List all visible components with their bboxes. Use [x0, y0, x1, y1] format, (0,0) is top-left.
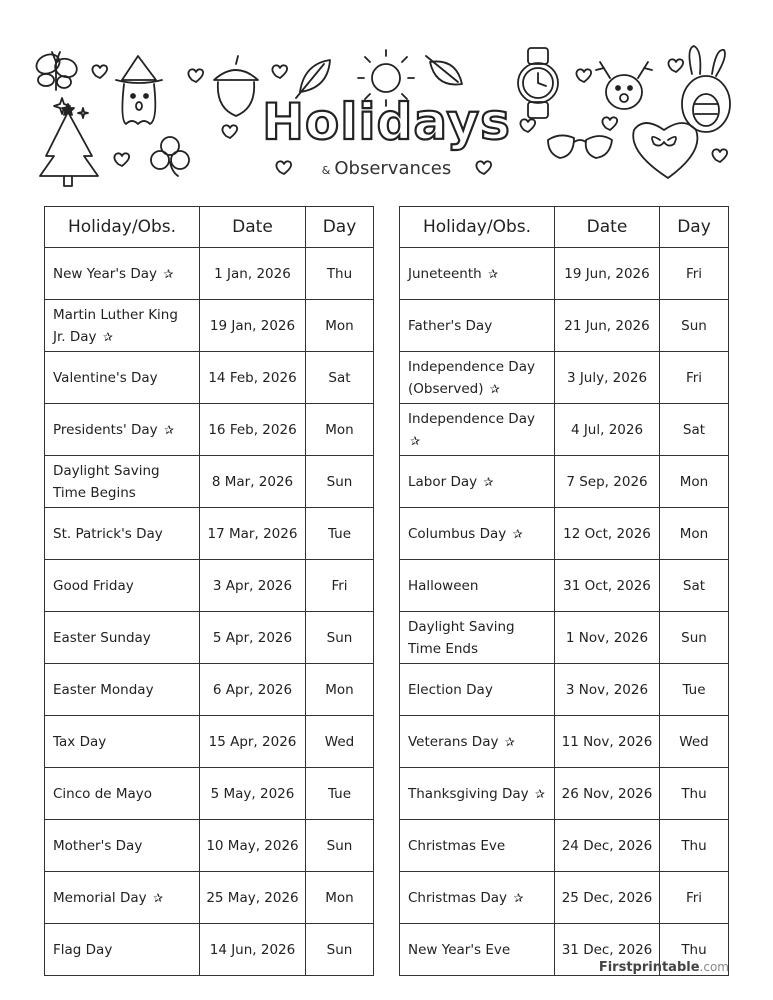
holiday-day: Fri [660, 248, 729, 300]
holiday-name: Juneteenth [408, 265, 482, 282]
federal-star-icon: ✰ [102, 329, 113, 344]
table-row [45, 664, 374, 716]
holiday-day: Sat [306, 352, 374, 404]
table-header-row [45, 207, 374, 248]
holiday-name: Daylight Saving Time Begins [53, 462, 160, 501]
holiday-date: 14 Feb, 2026 [200, 352, 306, 404]
holiday-day: Mon [306, 404, 374, 456]
holiday-name: Thanksgiving Day [408, 785, 529, 802]
holiday-name: Halloween [408, 577, 479, 594]
holiday-day: Fri [660, 872, 729, 924]
header-holiday: Holiday/Obs. [45, 207, 200, 248]
brand-name: Firstprintable [598, 960, 700, 975]
holiday-name-cell [400, 300, 555, 352]
holiday-date: 25 Dec, 2026 [555, 872, 660, 924]
table-row [400, 300, 729, 352]
header-day: Day [660, 207, 729, 248]
holiday-day: Thu [306, 248, 374, 300]
table-row [45, 404, 374, 456]
table-row [45, 352, 374, 404]
holiday-name-cell [45, 560, 200, 612]
holiday-date: 1 Jan, 2026 [200, 248, 306, 300]
holiday-name-cell [45, 404, 200, 456]
holiday-name: Christmas Day [408, 889, 508, 906]
federal-star-icon: ✰ [483, 474, 494, 489]
holiday-date: 31 Dec, 2026 [555, 924, 660, 976]
federal-star-icon: ✰ [513, 890, 524, 905]
subtitle-text: Observances [334, 158, 452, 179]
table-row [400, 716, 729, 768]
holiday-name-cell [400, 612, 555, 664]
holiday-name-cell [400, 768, 555, 820]
holiday-name: Independence Day [408, 410, 535, 427]
table-row [400, 508, 729, 560]
table-row [45, 768, 374, 820]
holiday-name: Mother's Day [53, 837, 143, 854]
table-row [45, 820, 374, 872]
table-row [45, 300, 374, 352]
holiday-date: 12 Oct, 2026 [555, 508, 660, 560]
brand-domain: .com [699, 960, 729, 974]
holiday-date: 19 Jan, 2026 [200, 300, 306, 352]
holiday-day: Fri [660, 352, 729, 404]
federal-star-icon: ✰ [504, 734, 515, 749]
holiday-name: New Year's Day [53, 265, 158, 282]
page-title: Holidays [262, 93, 511, 151]
table-row [45, 456, 374, 508]
table-row [45, 612, 374, 664]
holiday-day: Mon [306, 872, 374, 924]
holiday-day: Sun [306, 924, 374, 976]
holiday-date: 3 Nov, 2026 [555, 664, 660, 716]
table-row [400, 820, 729, 872]
table-header-row [400, 207, 729, 248]
table-row [45, 924, 374, 976]
holiday-name: Independence Day (Observed) [408, 358, 535, 397]
table-row [45, 716, 374, 768]
subtitle-ampersand: & [321, 164, 331, 177]
holiday-day: Thu [660, 820, 729, 872]
table-row [400, 560, 729, 612]
holiday-day: Tue [306, 508, 374, 560]
holiday-name-cell [45, 924, 200, 976]
holiday-name-cell [400, 456, 555, 508]
federal-star-icon: ✰ [410, 433, 421, 448]
holiday-name-cell [45, 820, 200, 872]
holiday-table-left [44, 206, 374, 976]
holiday-table-right [399, 206, 729, 976]
table-row [400, 612, 729, 664]
holiday-date: 15 Apr, 2026 [200, 716, 306, 768]
holiday-name-cell [45, 248, 200, 300]
header-holiday: Holiday/Obs. [400, 207, 555, 248]
holiday-date: 11 Nov, 2026 [555, 716, 660, 768]
federal-star-icon: ✰ [163, 266, 174, 281]
holiday-name: Veterans Day [408, 733, 499, 750]
holiday-date: 25 May, 2026 [200, 872, 306, 924]
holiday-date: 5 Apr, 2026 [200, 612, 306, 664]
holiday-date: 6 Apr, 2026 [200, 664, 306, 716]
table-row [400, 248, 729, 300]
holiday-name-cell [400, 404, 555, 456]
holiday-day: Thu [660, 768, 729, 820]
holiday-name: Tax Day [53, 733, 107, 750]
holiday-day: Sat [660, 560, 729, 612]
holiday-name: Columbus Day [408, 525, 507, 542]
holiday-name-cell [45, 716, 200, 768]
table-row [400, 872, 729, 924]
holiday-day: Sat [660, 404, 729, 456]
holiday-date: 4 Jul, 2026 [555, 404, 660, 456]
table-row [45, 508, 374, 560]
holiday-day: Sun [306, 612, 374, 664]
table-row [400, 768, 729, 820]
table-row [400, 352, 729, 404]
holiday-name-cell [400, 820, 555, 872]
holiday-name: Good Friday [53, 577, 134, 594]
holiday-name-cell [45, 456, 200, 508]
holiday-day: Sun [306, 820, 374, 872]
holiday-date: 26 Nov, 2026 [555, 768, 660, 820]
holiday-date: 21 Jun, 2026 [555, 300, 660, 352]
holiday-day: Mon [306, 664, 374, 716]
holiday-day: Mon [660, 456, 729, 508]
holiday-name-cell [45, 872, 200, 924]
header-date: Date [200, 207, 306, 248]
holiday-name-cell [400, 664, 555, 716]
table-row [45, 872, 374, 924]
table-row [45, 248, 374, 300]
holiday-name: Easter Monday [53, 681, 154, 698]
table-row [45, 560, 374, 612]
holiday-name: Easter Sunday [53, 629, 151, 646]
federal-star-icon: ✰ [488, 266, 499, 281]
header-date: Date [555, 207, 660, 248]
federal-star-icon: ✰ [163, 422, 175, 437]
holiday-name: Election Day [408, 681, 493, 698]
federal-star-icon: ✰ [534, 786, 545, 801]
holiday-name: Cinco de Mayo [53, 785, 153, 802]
holiday-name-cell [45, 352, 200, 404]
holiday-day: Sun [660, 300, 729, 352]
holiday-date: 14 Jun, 2026 [200, 924, 306, 976]
holiday-name: Christmas Eve [408, 837, 506, 854]
table-row [400, 404, 729, 456]
holiday-name-cell [400, 924, 555, 976]
holiday-name-cell [400, 716, 555, 768]
holiday-day: Sun [660, 612, 729, 664]
holiday-name: Flag Day [53, 941, 113, 958]
holiday-name: Memorial Day [53, 889, 147, 906]
holiday-name-cell [45, 612, 200, 664]
page-subtitle [0, 158, 773, 179]
holiday-day: Mon [306, 300, 374, 352]
holiday-name: St. Patrick's Day [53, 525, 163, 542]
holiday-date: 10 May, 2026 [200, 820, 306, 872]
holiday-date: 19 Jun, 2026 [555, 248, 660, 300]
holiday-date: 3 July, 2026 [555, 352, 660, 404]
holiday-name: Daylight Saving Time Ends [408, 618, 515, 657]
holiday-name-cell [400, 352, 555, 404]
holiday-date: 3 Apr, 2026 [200, 560, 306, 612]
holiday-date: 17 Mar, 2026 [200, 508, 306, 560]
holiday-name-cell [400, 508, 555, 560]
header-day: Day [306, 207, 374, 248]
holiday-name-cell [45, 508, 200, 560]
holiday-name-cell [400, 248, 555, 300]
holiday-day: Tue [660, 664, 729, 716]
holiday-name-cell [45, 300, 200, 352]
holiday-name: Martin Luther King Jr. Day [53, 306, 178, 345]
holiday-date: 31 Oct, 2026 [555, 560, 660, 612]
footer-brand [599, 960, 729, 975]
federal-star-icon: ✰ [152, 890, 163, 905]
holiday-name: Father's Day [408, 317, 493, 334]
holiday-name: Presidents' Day [53, 421, 158, 438]
holiday-day: Mon [660, 508, 729, 560]
holiday-date: 1 Nov, 2026 [555, 612, 660, 664]
leaf-icon [426, 56, 462, 85]
holiday-name: Labor Day [408, 473, 478, 490]
holiday-date: 16 Feb, 2026 [200, 404, 306, 456]
holiday-date: 24 Dec, 2026 [555, 820, 660, 872]
table-row [400, 456, 729, 508]
holiday-name: Valentine's Day [53, 369, 158, 386]
table-row [400, 664, 729, 716]
holiday-name-cell [45, 664, 200, 716]
holiday-day: Wed [660, 716, 729, 768]
holiday-day: Fri [306, 560, 374, 612]
holiday-name-cell [45, 768, 200, 820]
holiday-day: Sun [306, 456, 374, 508]
holiday-day: Tue [306, 768, 374, 820]
butterfly-icon [33, 51, 79, 90]
federal-star-icon: ✰ [512, 526, 523, 541]
federal-star-icon: ✰ [489, 381, 500, 396]
holiday-date: 7 Sep, 2026 [555, 456, 660, 508]
holiday-name-cell [400, 872, 555, 924]
holiday-date: 5 May, 2026 [200, 768, 306, 820]
holiday-date: 8 Mar, 2026 [200, 456, 306, 508]
holiday-name: New Year's Eve [408, 941, 511, 958]
holiday-day: Thu [660, 924, 729, 976]
holiday-name-cell [400, 560, 555, 612]
holiday-day: Wed [306, 716, 374, 768]
